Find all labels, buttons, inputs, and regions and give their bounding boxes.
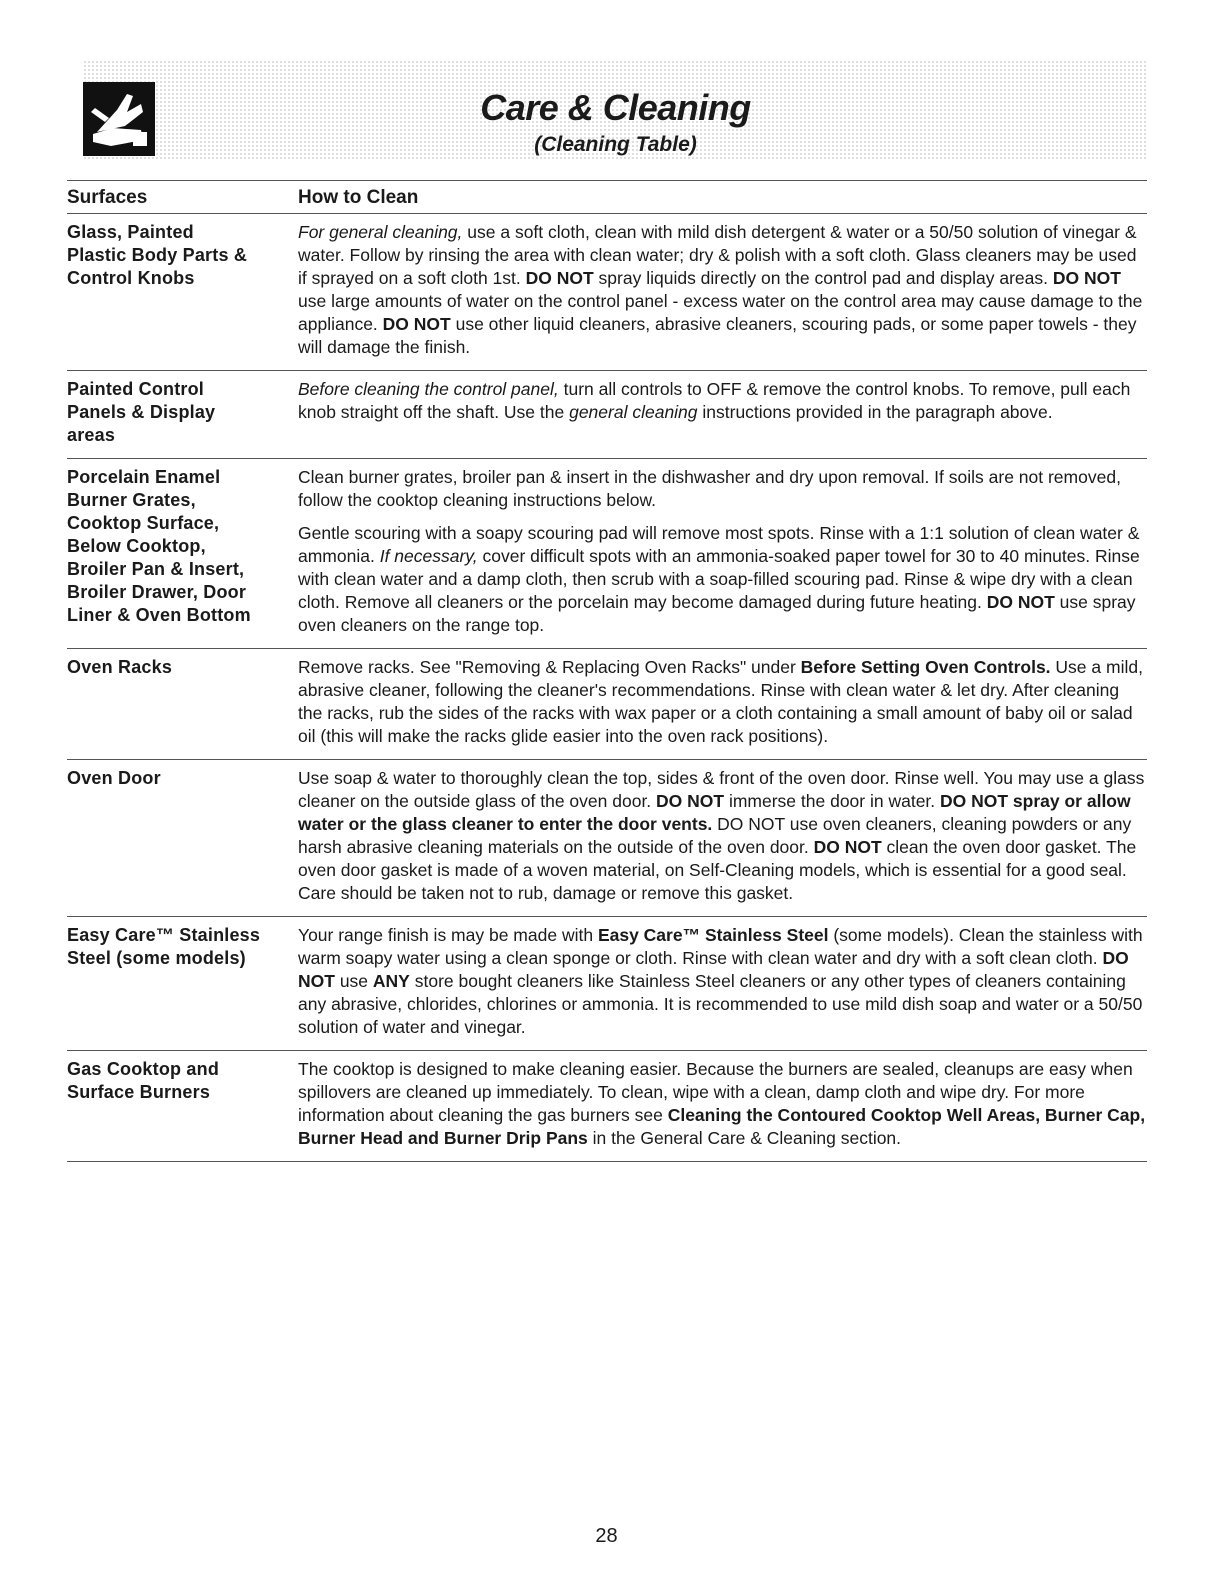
cleaning-instructions xyxy=(298,378,1147,447)
instruction-text: use other liquid cleaners, abrasive cleaners, scouring pads, or some paper towels - they will damage the finish. xyxy=(298,314,1137,357)
instruction-text: Your range finish is may be made with xyxy=(298,925,598,945)
instruction-text: use xyxy=(334,971,373,991)
cleaning-instructions xyxy=(298,221,1147,359)
instruction-paragraph xyxy=(298,221,1147,359)
table-row xyxy=(67,371,1147,459)
instruction-text: DO NOT xyxy=(1052,268,1121,288)
cleaning-instructions xyxy=(298,466,1147,637)
cleaning-table xyxy=(67,180,1147,1162)
instruction-text: Use a mild, abrasive cleaner, following the cleaner's recommendations. Rinse with clean water & let dry. After cleaning the racks, rub the sides of the racks with wax paper or a cloth containing a small amount of baby oil or salad oil (this will make the racks glide easier into the oven rack positions). xyxy=(298,657,1143,746)
surface-line: Panels & Display xyxy=(67,402,216,422)
surface-line: areas xyxy=(67,425,116,445)
instruction-text: DO NOT use oven cleaners, cleaning powders or any harsh abrasive cleaning materials on the outside of the oven door. xyxy=(298,814,1132,857)
instruction-text: cover difficult spots with an ammonia-soaked paper towel for 30 to 40 minutes. Rinse with clean water and a damp cloth, then scrub with a soap-filled scouring pad. Rinse & wipe dry with a clean cloth. Remove all cleaners or the porcelain may become damaged during future heating. xyxy=(298,546,1140,612)
table-row xyxy=(67,214,1147,371)
instruction-text: (some models). Clean the stainless with warm soapy water using a clean sponge or cloth. Rinse with clean water and dry with a soft clean cloth. xyxy=(298,925,1143,968)
instruction-text: Cleaning the Contoured Cooktop Well Areas, Burner Cap, Burner Head and Burner Drip Pans xyxy=(298,1105,1146,1148)
surface-line: Broiler Pan & Insert, xyxy=(67,559,245,579)
surface-line: Oven Racks xyxy=(67,657,173,677)
surface-line: Easy Care™ Stainless xyxy=(67,925,261,945)
instruction-text: For general cleaning, xyxy=(298,222,463,242)
surface-line: Cooktop Surface, xyxy=(67,513,220,533)
instruction-text: Easy Care™ Stainless Steel xyxy=(597,925,829,945)
instruction-paragraph xyxy=(298,767,1147,905)
surface-line: Steel (some models) xyxy=(67,948,246,968)
instruction-text: Gentle scouring with a soapy scouring pad will remove most spots. Rinse with a 1:1 solution of clean water & ammonia. xyxy=(298,523,1140,566)
page-subtitle: (Cleaning Table) xyxy=(534,133,697,156)
surface-line: Broiler Drawer, Door xyxy=(67,582,247,602)
instruction-paragraph xyxy=(298,924,1147,1039)
instruction-text: general cleaning xyxy=(569,402,698,422)
surface-name xyxy=(67,221,298,359)
instruction-text: store bought cleaners like Stainless Steel cleaners or any other types of cleaners containing any abrasive, chlorides, chlorines or ammonia. It is recommended to use mild dish soap and water or a 50/50 solution of water and vinegar. xyxy=(298,971,1143,1037)
table-row xyxy=(67,760,1147,917)
surface-line: Liner & Oven Bottom xyxy=(67,605,251,625)
surface-line: Surface Burners xyxy=(67,1082,211,1102)
instruction-text: use spray oven cleaners on the range top. xyxy=(298,592,1136,635)
instruction-paragraph xyxy=(298,656,1147,748)
cleaning-instructions xyxy=(298,1058,1147,1150)
table-row xyxy=(67,649,1147,760)
surface-line: Oven Door xyxy=(67,768,161,788)
cleaning-instructions xyxy=(298,924,1147,1039)
instruction-text: immerse the door in water. xyxy=(724,791,941,811)
page-title: Care & Cleaning xyxy=(480,87,751,128)
surface-name xyxy=(67,767,298,905)
surface-line: Gas Cooktop and xyxy=(67,1059,220,1079)
instruction-text: use large amounts of water on the control panel - excess water on the control area may cause damage to the appliance. xyxy=(298,291,1143,334)
header-banner xyxy=(83,60,1148,160)
column-header-surfaces: Surfaces xyxy=(67,187,148,208)
cleaning-instructions xyxy=(298,656,1147,748)
instruction-text: DO NOT xyxy=(382,314,451,334)
surface-line: Control Knobs xyxy=(67,268,195,288)
surface-name xyxy=(67,656,298,748)
instruction-paragraph xyxy=(298,1058,1147,1150)
instruction-text: DO NOT xyxy=(298,948,1129,991)
surface-name xyxy=(67,924,298,1039)
surface-name xyxy=(67,1058,298,1150)
table-body xyxy=(67,214,1147,1162)
instruction-text: spray liquids directly on the control pad and display areas. xyxy=(593,268,1053,288)
instruction-text: Remove racks. See "Removing & Replacing Oven Racks" under xyxy=(298,657,801,677)
surface-line: Below Cooktop, xyxy=(67,536,206,556)
table-header xyxy=(67,180,1147,214)
table-row xyxy=(67,459,1147,649)
cleaning-instructions xyxy=(298,767,1147,905)
page-number: 28 xyxy=(595,1525,618,1547)
instruction-text: use a soft cloth, clean with mild dish detergent & water or a 50/50 solution of vinegar & water. Follow by rinsing the area with clean water; dry & polish with a soft cloth. Glass cleaners may be used if sprayed on a soft cloth 1st. xyxy=(298,222,1137,288)
instruction-text: DO NOT xyxy=(986,592,1055,612)
instruction-paragraph xyxy=(298,378,1147,424)
surface-line: Porcelain Enamel xyxy=(67,467,221,487)
instruction-text: instructions provided in the paragraph above. xyxy=(697,402,1053,422)
instruction-paragraph xyxy=(298,522,1147,637)
instruction-text: The cooktop is designed to make cleaning easier. Because the burners are sealed, cleanups are easy when spillovers are cleaned up immediately. To clean, wipe with a clean, damp cloth and wipe dry. For more information about cleaning the gas burners see xyxy=(298,1059,1133,1125)
surface-line: Painted Control xyxy=(67,379,204,399)
instruction-text: turn all controls to OFF & remove the control knobs. To remove, pull each knob straight off the shaft. Use the xyxy=(298,379,1131,422)
instruction-text: clean the oven door gasket. The oven door gasket is made of a woven material, on Self-Cleaning models, which is essential for a good seal. Care should be taken not to rub, damage or remove this gasket. xyxy=(298,837,1137,903)
instruction-text: Use soap & water to thoroughly clean the top, sides & front of the oven door. Rinse well. You may use a glass cleaner on the outside glass of the oven door. xyxy=(298,768,1145,811)
instruction-text: DO NOT xyxy=(813,837,882,857)
instruction-text: Clean burner grates, broiler pan & insert in the dishwasher and dry upon removal. If soils are not removed, follow the cooktop cleaning instructions below. xyxy=(298,467,1121,510)
instruction-text: DO NOT xyxy=(656,791,725,811)
column-header-how-to-clean: How to Clean xyxy=(298,187,419,208)
table-row xyxy=(67,1051,1147,1162)
instruction-text: Before Setting Oven Controls. xyxy=(800,657,1051,677)
instruction-text: If necessary, xyxy=(379,546,478,566)
instruction-text: Before cleaning the control panel, xyxy=(298,379,559,399)
surface-line: Glass, Painted xyxy=(67,222,194,242)
surface-line: Burner Grates, xyxy=(67,490,196,510)
surface-name xyxy=(67,466,298,637)
surface-line: Plastic Body Parts & xyxy=(67,245,248,265)
table-row xyxy=(67,917,1147,1051)
instruction-text: DO NOT spray or allow water or the glass cleaner to enter the door vents. xyxy=(298,791,1131,834)
instruction-text: ANY xyxy=(372,971,410,991)
instruction-text: in the General Care & Cleaning section. xyxy=(587,1128,902,1148)
instruction-text: DO NOT xyxy=(525,268,594,288)
surface-name xyxy=(67,378,298,447)
instruction-paragraph xyxy=(298,466,1147,512)
